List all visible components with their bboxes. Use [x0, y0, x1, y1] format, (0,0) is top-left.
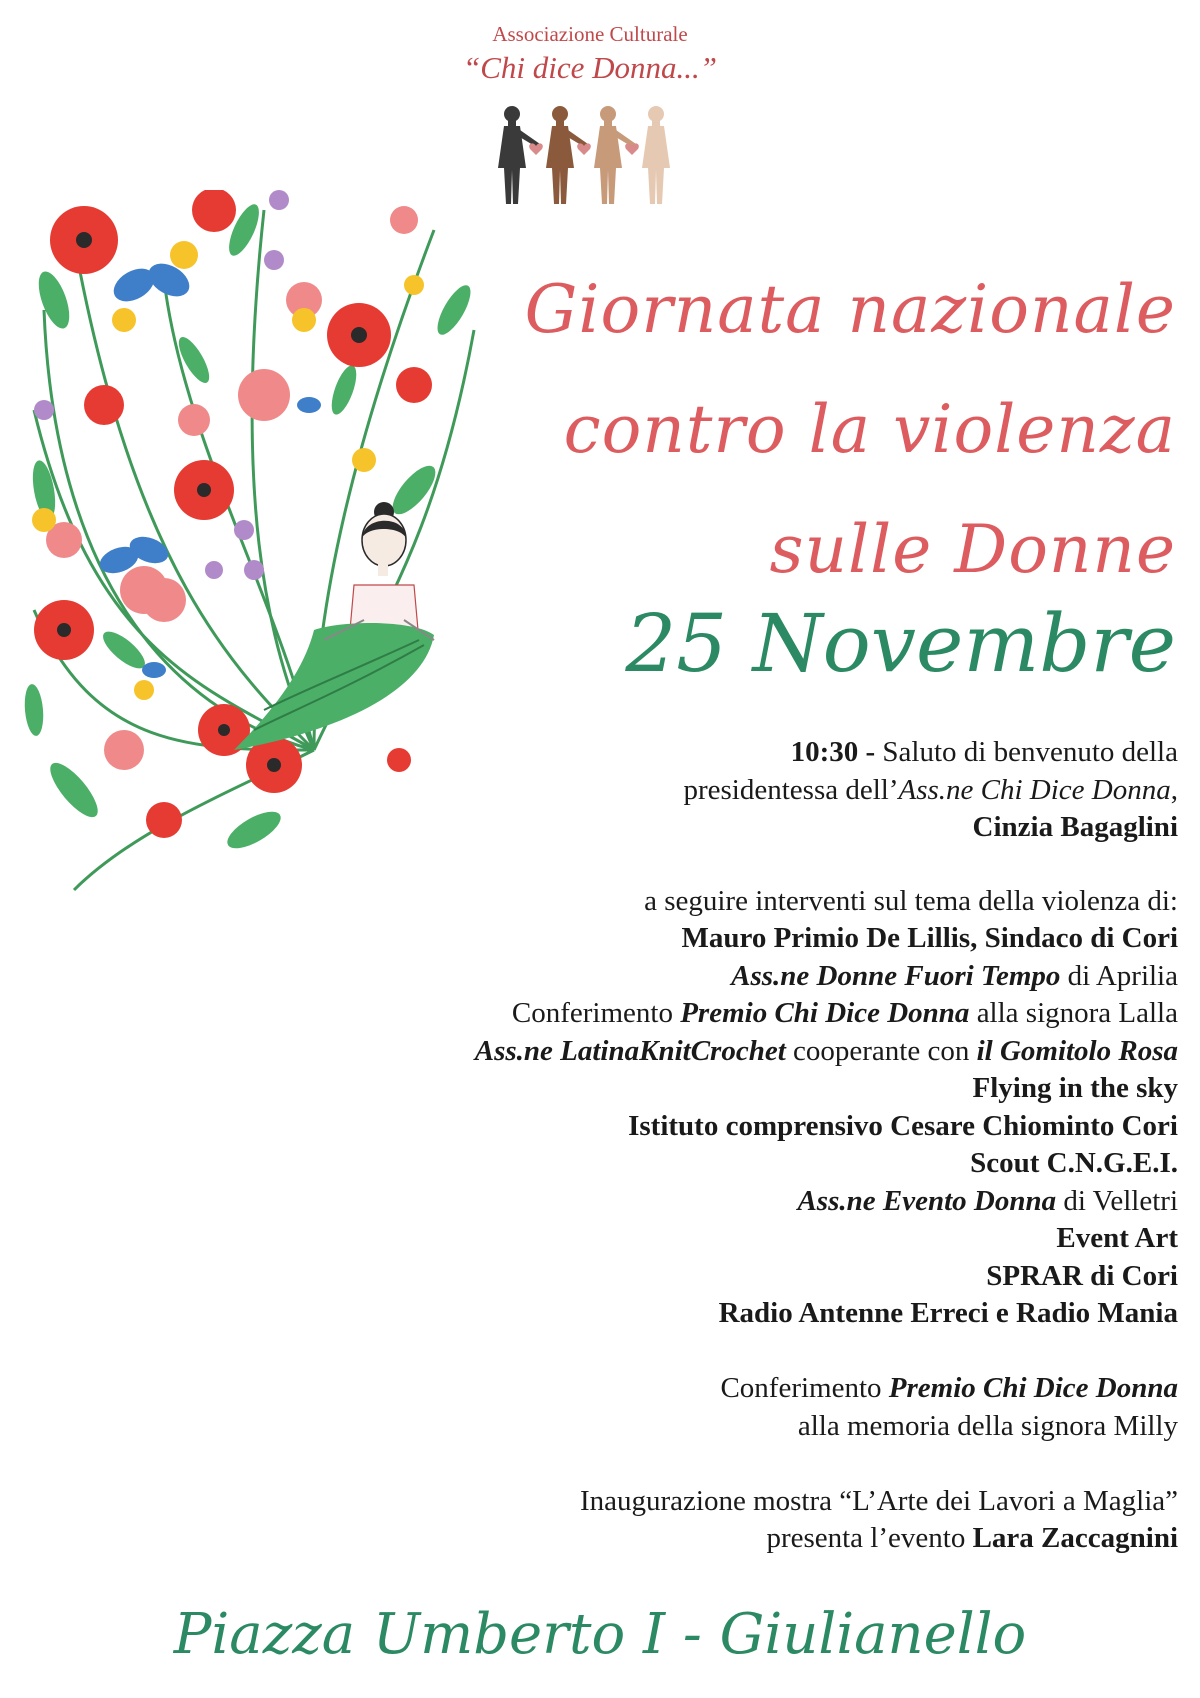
speaker-scout [198, 1145, 1178, 1183]
speaker-connector: cooperante con [785, 1034, 977, 1067]
event-title-line-3: sulle Donne [769, 511, 1176, 588]
host-prefix: presenta l’evento [766, 1522, 973, 1554]
paper-dolls-logo [490, 104, 690, 210]
host-name: Lara Zaccagnini [972, 1522, 1178, 1554]
doll-3 [594, 106, 636, 204]
award-lalla [198, 995, 1178, 1033]
speaker-flying [198, 1070, 1178, 1108]
program-welcome-line-2 [198, 772, 1178, 810]
award-milly [198, 1370, 1178, 1408]
event-title-line-1: Giornata nazionale [524, 271, 1176, 348]
welcome-time: 10:30 [790, 736, 859, 768]
doll-4 [642, 106, 670, 204]
speaker-event-art [198, 1220, 1178, 1258]
event-title [476, 250, 1176, 610]
speaker-partner: il Gomitolo Rosa [976, 1034, 1178, 1067]
welcome-text-2: presidentessa dell’ [683, 773, 899, 806]
exhibit-inauguration: Inaugurazione mostra “L’Arte dei Lavori a Maglia” [579, 1484, 1178, 1517]
event-location: Piazza Umberto I - Giulianello [173, 1602, 1027, 1667]
award-recipient: alla signora Lalla [969, 997, 1178, 1029]
speaker-org: Ass.ne LatinaKnitCrochet [474, 1034, 786, 1067]
speaker-text: Event Art [1056, 1222, 1178, 1254]
event-date: 25 Novembre [625, 597, 1176, 690]
speaker-org: Ass.ne Donne Fuori Tempo [731, 959, 1061, 992]
welcome-org: Ass.ne Chi Dice Donna [898, 773, 1171, 806]
president-name: Cinzia Bagaglini [972, 811, 1178, 843]
speaker-sprar [198, 1258, 1178, 1296]
exhibit-host [198, 1520, 1178, 1558]
award-prefix: Conferimento [511, 997, 681, 1029]
speaker-radio [198, 1295, 1178, 1333]
speaker-text: Istituto comprensivo Cesare Chiomintο Cori [628, 1109, 1178, 1142]
speaker-mayor-text: Mauro Primio De Lillis, Sindaco di Cori [681, 922, 1178, 954]
speaker-org: Ass.ne Evento Donna [797, 1184, 1057, 1217]
speaker-text: Scout C.N.G.E.I. [970, 1147, 1178, 1179]
speaker-mayor [198, 920, 1178, 958]
event-title-line-2: contro la violenza [563, 391, 1176, 468]
event-program [198, 734, 1178, 1558]
speaker-org-place: di Aprilia [1060, 959, 1178, 992]
award-milly-line-2: alla memoria della signora Milly [797, 1409, 1178, 1442]
speaker-donne-fuori-tempo [198, 958, 1178, 996]
award-prefix: Conferimento [720, 1372, 889, 1404]
program-president [198, 809, 1178, 847]
doll-2 [546, 106, 588, 204]
speaker-text: SPRAR di Cori [986, 1259, 1178, 1292]
speaker-evento-donna [198, 1183, 1178, 1221]
speaker-latinaknitcrochet [198, 1033, 1178, 1071]
welcome-separator: - [858, 736, 883, 768]
welcome-comma: , [1170, 773, 1178, 806]
program-welcome-line [198, 734, 1178, 772]
speaker-text: Flying in the sky [972, 1072, 1178, 1104]
award-prize-name: Premio Chi Dice Donna [888, 1372, 1178, 1404]
speaker-istituto [198, 1108, 1178, 1146]
association-name: “Chi dice Donna...” [462, 50, 718, 85]
association-label: Associazione Culturale [492, 22, 688, 46]
speaker-text: Radio Antenne Erreci e Radio Mania [718, 1297, 1178, 1329]
knitting-woman [234, 502, 434, 772]
speaker-org-place: di Velletri [1056, 1184, 1178, 1217]
award-prize-name: Premio Chi Dice Donna [680, 997, 970, 1029]
welcome-text: Saluto di benvenuto della [882, 736, 1178, 768]
program-intro: a seguire interventi sul tema della violenza di: [644, 884, 1178, 917]
